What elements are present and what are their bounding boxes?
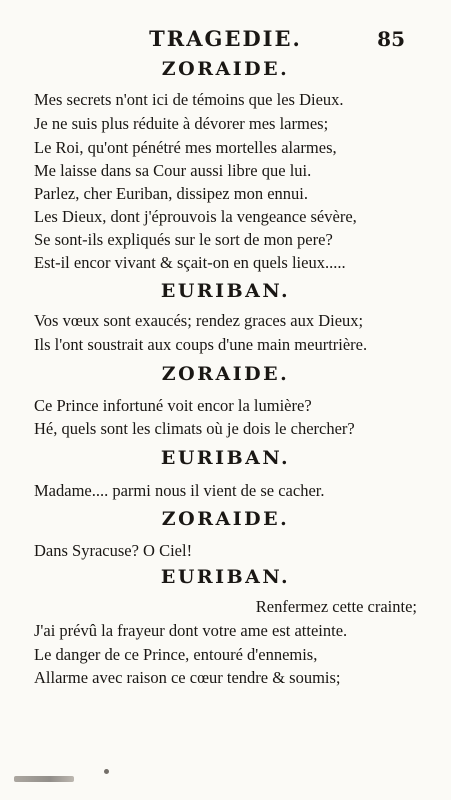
verse-line: Parlez, cher Euriban, dissipez mon ennui. [34, 184, 308, 203]
footer-dot [104, 769, 109, 774]
verse-line: Se sont-ils expliqués sur le sort de mon pere? [34, 230, 333, 249]
speaker-name: ZORAIDE. [161, 58, 290, 80]
verse-line: Madame.... parmi nous il vient de se cacher. [34, 481, 325, 500]
footer-ornament [14, 776, 74, 782]
verse-line: Ce Prince infortuné voit encor la lumière? [34, 396, 312, 415]
verse-line: Est-il encor vivant & sçait-on en quels lieux..... [34, 253, 346, 272]
speaker-name: ZORAIDE. [161, 508, 290, 530]
speaker-name: EURIBAN. [160, 566, 291, 588]
verse-line: Allarme avec raison ce cœur tendre & soumis; [34, 668, 341, 687]
verse-line: Le Roi, qu'ont pénétré mes mortelles alarmes, [34, 138, 337, 157]
verse-line: Mes secrets n'ont ici de témoins que les Dieux. [34, 90, 344, 109]
page-number: 85 [377, 27, 405, 51]
speaker-name: EURIBAN. [160, 447, 291, 469]
verse-line: Les Dieux, dont j'éprouvois la vengeance sévère, [34, 207, 357, 226]
speaker-name: EURIBAN. [160, 280, 291, 302]
running-title: TRAGEDIE. [149, 26, 302, 51]
verse-line: Le danger de ce Prince, entouré d'ennemis, [34, 645, 318, 664]
verse-line: Hé, quels sont les climats où je dois le chercher? [34, 419, 355, 438]
verse-line: Je ne suis plus réduite à dévorer mes larmes; [34, 114, 329, 133]
verse-line: Renfermez cette crainte; [255, 597, 417, 616]
verse-line: Dans Syracuse? O Ciel! [34, 541, 193, 560]
speaker-name: ZORAIDE. [161, 363, 290, 385]
verse-line: Vos vœux sont exaucés; rendez graces aux Dieux; [34, 311, 364, 330]
page-header [0, 26, 451, 52]
verse-line: Me laisse dans sa Cour aussi libre que lui. [34, 161, 312, 180]
verse-line: Ils l'ont soustrait aux coups d'une main meurtrière. [34, 335, 368, 354]
verse-line: J'ai prévû la frayeur dont votre ame est atteinte. [34, 621, 348, 640]
